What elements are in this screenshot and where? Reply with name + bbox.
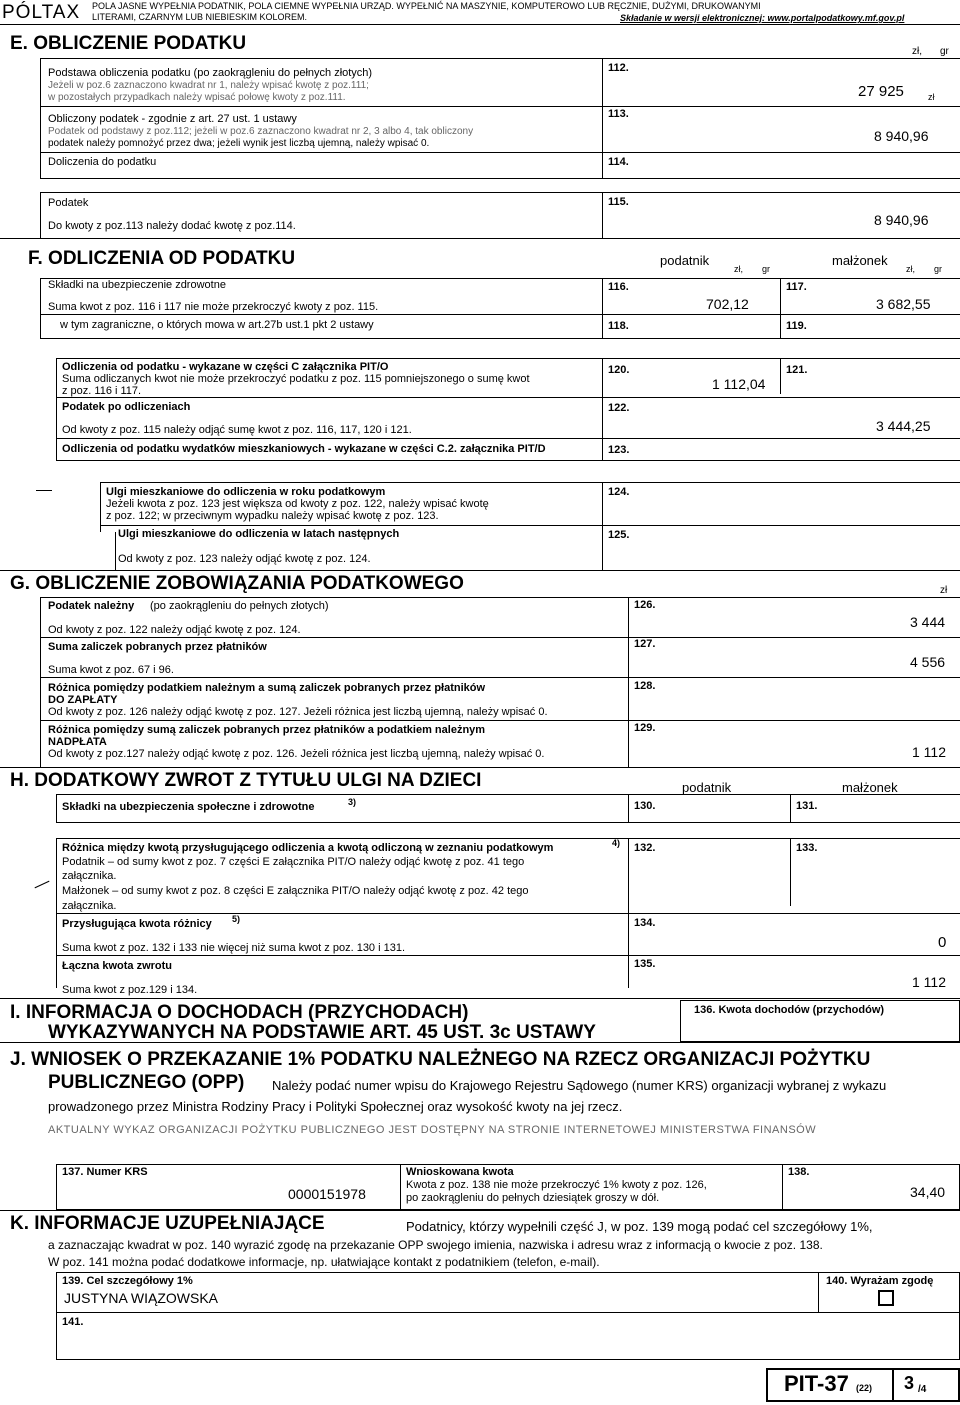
field-132-desc: Podatnik – od sumy kwot z poz. 7 części E załącznika PIT/O należy odjąć kwotę z poz. 41 tego	[62, 856, 525, 868]
field-112-number: 112.	[608, 62, 629, 74]
field-126-desc: Od kwoty z poz. 122 należy odjąć kwotę z poz. 124.	[48, 624, 301, 636]
field-124-desc-2: z poz. 122; w przeciwnym wypadku należy wpisać kwotę z poz. 123.	[106, 510, 439, 522]
consent-checkbox[interactable]	[878, 1290, 894, 1306]
field-122-number: 122.	[608, 402, 630, 414]
field-127-value[interactable]: 4 556	[910, 654, 946, 670]
column-malzonek: małżonek	[842, 780, 898, 795]
requested-amount-desc: Kwota z poz. 138 nie może przekroczyć 1% kwoty z poz. 126,	[406, 1179, 707, 1191]
field-123-label: Odliczenia od podatku wydatków mieszkaniowych - wykazane w części C.2. załącznika PIT/D	[62, 443, 546, 455]
requested-amount-desc-2: po zaokrągleniu do pełnych dziesiątek groszy w dół.	[406, 1192, 660, 1204]
field-129-desc: Od kwoty z poz.127 należy odjąć kwotę z poz. 126. Jeżeli różnica jest liczbą ujemną, należy wpisać 0.	[48, 748, 545, 760]
field-130-label: Składki na ubezpieczenia społeczne i zdrowotne	[62, 801, 315, 813]
section-j-desc-2: prowadzonego przez Ministra Rodziny Pracy i Polityki Społecznej oraz wysokość kwoty na jej rzecz.	[48, 1099, 623, 1114]
field-127-desc: Suma kwot z poz. 67 i 96.	[48, 664, 174, 676]
field-136-label: 136. Kwota dochodów (przychodów)	[694, 1004, 885, 1016]
field-138-number: 138.	[788, 1166, 810, 1178]
field-126-number: 126.	[634, 599, 656, 611]
field-120-value[interactable]: 1 112,04	[712, 376, 766, 392]
field-132-number: 132.	[634, 842, 656, 854]
field-115-desc: Do kwoty z poz.113 należy dodać kwotę z poz.114.	[48, 220, 296, 232]
requested-amount-label: Wnioskowana kwota	[406, 1166, 514, 1178]
field-137-label: 137. Numer KRS	[62, 1166, 148, 1178]
column-podatnik: podatnik	[660, 253, 710, 268]
field-132-footnote: 4)	[612, 838, 621, 848]
field-120-desc-2: z poz. 116 i 117.	[62, 385, 142, 397]
field-132-desc-2: załącznika.	[62, 870, 117, 882]
field-116-label: Składki na ubezpieczenie zdrowotne	[48, 279, 226, 291]
field-124-label: Ulgi mieszkaniowe do odliczenia w roku podatkowym	[106, 486, 386, 498]
field-125-number: 125.	[608, 529, 630, 541]
header-instructions: POLA JASNE WYPEŁNIA PODATNIK, POLA CIEMNE WYPEŁNIA URZĄD. WYPEŁNIĆ NA MASZYNIE, KOMPUTEROWO LUB RĘCZNIE, DUŻYMI, DRUKOWANYMI	[92, 1, 761, 11]
field-140-label: 140. Wyrażam zgodę	[826, 1275, 934, 1287]
page-number: 3	[904, 1373, 915, 1393]
field-113-desc-2: podatek należy pomnożyć przez dwa; jeżeli wynik jest liczbą ujemną, należy wpisać 0.	[48, 138, 430, 149]
field-139-value[interactable]: JUSTYNA WIĄZOWSKA	[64, 1290, 219, 1306]
field-118-number: 118.	[608, 320, 629, 332]
field-113-value[interactable]: 8 940,96	[874, 128, 929, 144]
field-124-number: 124.	[608, 486, 630, 498]
section-e-title: E. OBLICZENIE PODATKU	[10, 33, 247, 54]
field-125-label: Ulgi mieszkaniowe do odliczenia w latach następnych	[118, 528, 400, 540]
field-132-desc-4: załącznika.	[62, 900, 117, 912]
field-130-footnote: 3)	[348, 797, 357, 807]
field-116-value[interactable]: 702,12	[706, 296, 749, 312]
field-113-desc: Podatek od podstawy z poz.112; jeżeli w poz.6 zaznaczono kwadrat nr 2, 3 albo 4, tak obliczony	[48, 126, 474, 137]
field-113-label: Obliczony podatek - zgodnie z art. 27 ust. 1 ustawy	[48, 113, 297, 125]
section-k-desc: Podatnicy, którzy wypełnili część J, w poz. 139 mogą podać cel szczegółowy 1%,	[406, 1219, 873, 1234]
page-count: /4	[918, 1384, 927, 1395]
field-126-label: Podatek należny	[48, 600, 135, 612]
field-123-number: 123.	[608, 444, 630, 456]
field-139-label: 139. Cel szczegółowy 1%	[62, 1275, 193, 1287]
field-122-value[interactable]: 3 444,25	[876, 418, 931, 434]
field-128-label: Różnica pomiędzy podatkiem należnym a sumą zaliczek pobranych przez płatników	[48, 682, 486, 694]
field-130-number: 130.	[634, 800, 656, 812]
field-122-label: Podatek po odliczeniach	[62, 401, 191, 413]
field-128-desc: Od kwoty z poz. 126 należy odjąć kwotę z poz. 127. Jeżeli różnica jest liczbą ujemną, należy wpisać 0.	[48, 706, 548, 718]
field-129-label-2: NADPŁATA	[48, 736, 107, 748]
field-134-desc: Suma kwot z poz. 132 i 133 nie więcej niż suma kwot z poz. 130 i 131.	[62, 942, 406, 954]
field-126-label-note: (po zaokrągleniu do pełnych złotych)	[150, 600, 329, 612]
field-135-number: 135.	[634, 958, 656, 970]
section-g-title: G. OBLICZENIE ZOBOWIĄZANIA PODATKOWEGO	[10, 573, 464, 594]
field-134-value[interactable]: 0	[938, 934, 947, 951]
unit-zl: zł	[940, 585, 948, 596]
field-117-value[interactable]: 3 682,55	[876, 296, 931, 312]
field-126-value[interactable]: 3 444	[910, 614, 946, 630]
section-k-desc-3: W poz. 141 można podać dodatkowe informacje, np. ułatwiające kontakt z podatnikiem (telefon, e-mail).	[48, 1255, 600, 1269]
field-116-number: 116.	[608, 281, 629, 293]
field-120-desc: Suma odliczanych kwot nie może przekroczyć podatku z poz. 115 pomniejszonego o sumę kwot	[62, 373, 530, 385]
header-instructions-2: LITERAMI, CZARNYM LUB NIEBIESKIM KOLOREM.	[92, 12, 308, 22]
field-127-label: Suma zaliczek pobranych przez płatników	[48, 641, 267, 653]
field-131-number: 131.	[796, 800, 818, 812]
unit-gr: gr	[940, 46, 949, 57]
unit-gr: gr	[934, 264, 943, 274]
header-eservice-link[interactable]: Składanie w wersji elektronicznej: www.portalpodatkowy.mf.gov.pl	[620, 13, 905, 23]
field-112-desc: Jeżeli w poz.6 zaznaczono kwadrat nr 1, należy wpisać kwotę z poz.111;	[48, 80, 369, 91]
field-120-label: Odliczenia od podatku - wykazane w części C załącznika PIT/O	[62, 361, 389, 373]
field-129-label: Różnica pomiędzy sumą zaliczek pobranych przez płatników a podatkiem należnym	[48, 724, 486, 736]
field-124-desc: Jeżeli kwota z poz. 123 jest większa od kwoty z poz. 122, należy wpisać kwotę	[106, 498, 489, 510]
field-112-label: Podstawa obliczenia podatku (po zaokrągleniu do pełnych złotych)	[48, 67, 373, 79]
field-134-number: 134.	[634, 917, 656, 929]
field-115-value[interactable]: 8 940,96	[874, 212, 929, 228]
field-129-value[interactable]: 1 112	[912, 744, 946, 760]
unit-zl: zł,	[734, 264, 743, 274]
field-115-number: 115.	[608, 196, 629, 208]
section-j-desc: Należy podać numer wpisu do Krajowego Rejestru Sądowego (numer KRS) organizacji wybranej z wykazu	[272, 1078, 887, 1093]
field-128-label-2: DO ZAPŁATY	[48, 694, 118, 706]
form-code: PIT-37	[784, 1371, 849, 1396]
unit-gr: gr	[762, 264, 771, 274]
field-117-number: 117.	[786, 281, 807, 293]
field-116-desc: Suma kwot z poz. 116 i 117 nie może przekroczyć kwoty z poz. 115.	[48, 301, 379, 313]
section-k-desc-2: a zaznaczając kwadrat w poz. 140 wyrazić zgodę na przekazanie OPP swojego imienia, nazwiska i adresu wraz z informacją o kwocie z poz. 138.	[48, 1238, 823, 1252]
opp-list-notice: AKTUALNY WYKAZ ORGANIZACJI POŻYTKU PUBLICZNEGO JEST DOSTĘPNY NA STRONIE INTERNETOWEJ MINISTERSTWA FINANSÓW	[48, 1124, 817, 1136]
field-112-value[interactable]: 27 925	[858, 83, 904, 100]
section-k-title: K. INFORMACJE UZUPEŁNIAJĄCE	[10, 1213, 325, 1234]
unit-zl: zł,	[912, 46, 922, 57]
field-119-number: 119.	[786, 320, 807, 332]
field-134-footnote: 5)	[232, 914, 241, 924]
section-i-title-2: WYKAZYWANYCH NA PODSTAWIE ART. 45 UST. 3c USTAWY	[48, 1022, 596, 1043]
field-114-label: Doliczenia do podatku	[48, 156, 157, 168]
field-133-number: 133.	[796, 842, 818, 854]
field-135-label: Łączna kwota zwrotu	[62, 960, 173, 972]
field-112-desc-2: w pozostałych przypadkach należy wpisać połowę kwoty z poz.111.	[48, 92, 346, 103]
field-135-value[interactable]: 1 112	[912, 974, 946, 990]
field-129-number: 129.	[634, 722, 656, 734]
field-121-number: 121.	[786, 364, 808, 376]
unit-zl: zł,	[906, 264, 915, 274]
section-f-title: F. ODLICZENIA OD PODATKU	[28, 248, 296, 269]
field-125-desc: Od kwoty z poz. 123 należy odjąć kwotę z poz. 124.	[118, 553, 371, 565]
krs-number-value[interactable]: 0000151978	[288, 1186, 366, 1202]
field-118-label: w tym zagraniczne, o których mowa w art.27b ust.1 pkt 2 ustawy	[60, 319, 374, 331]
section-j-title: J. WNIOSEK O PRZEKAZANIE 1% PODATKU NALEŻNEGO NA RZECZ ORGANIZACJI POŻYTKU	[10, 1049, 871, 1070]
field-128-number: 128.	[634, 680, 656, 692]
field-112-unit: zł	[928, 92, 935, 102]
field-120-number: 120.	[608, 364, 630, 376]
field-114-number: 114.	[608, 156, 629, 168]
poltax-logo: PÓLTAX	[2, 2, 81, 23]
field-134-label: Przysługująca kwota różnicy	[62, 918, 212, 930]
field-135-desc: Suma kwot z poz.129 i 134.	[62, 984, 198, 996]
field-127-number: 127.	[634, 638, 656, 650]
field-122-desc: Od kwoty z poz. 115 należy odjąć sumę kwot z poz. 116, 117, 120 i 121.	[62, 424, 412, 436]
field-141-label: 141.	[62, 1316, 84, 1328]
column-podatnik: podatnik	[682, 780, 732, 795]
field-113-number: 113.	[608, 108, 629, 120]
field-132-label: Różnica między kwotą przysługującego odliczenia a kwotą odliczoną w zeznaniu podatkowym	[62, 842, 554, 854]
section-h-title: H. DODATKOWY ZWROT Z TYTUŁU ULGI NA DZIECI	[10, 770, 482, 791]
form-version: (22)	[856, 1383, 873, 1393]
field-132-desc-3: Małżonek – od sumy kwot z poz. 8 części E załącznika PIT/O należy odjąć kwotę z poz. 42 tego	[62, 885, 529, 897]
section-i-title: I. INFORMACJA O DOCHODACH (PRZYCHODACH)	[10, 1002, 469, 1023]
field-115-label: Podatek	[48, 197, 89, 209]
section-j-title-2: PUBLICZNEGO (OPP)	[48, 1072, 245, 1093]
field-138-value[interactable]: 34,40	[910, 1184, 946, 1200]
column-malzonek: małżonek	[832, 253, 888, 268]
